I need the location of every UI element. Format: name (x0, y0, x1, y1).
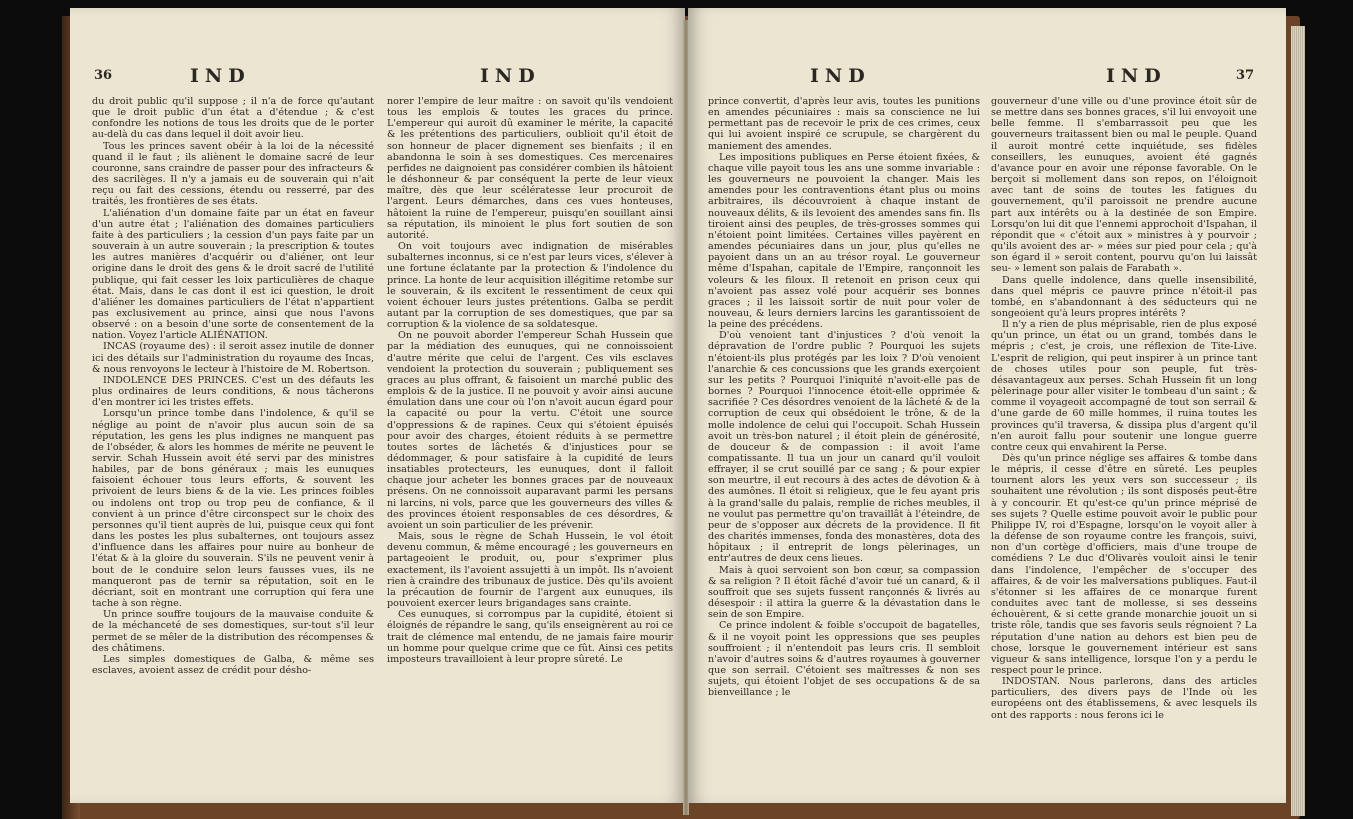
right-running-head-2: IND (1106, 65, 1167, 87)
paragraph: INDOLENCE DES PRINCES. C'est un des défauts les plus ordinaires de leurs conditions, & nous tâcherons d'en montrer ici les tristes effets. (92, 374, 374, 409)
paragraph: INDOSTAN. Nous parlerons, dans des articles particuliers, des divers pays de l'Inde où les européens ont des établissemens, & avec lesquels ils ont des rapports : nous ferons ici le (991, 676, 1257, 721)
paragraph: On ne pouvoit aborder l'empereur Schah Hussein que par la médiation des eunuques, qui ne connoissoient d'autre mérite que celui de l'argent. Ces vils esclaves vendoient la protection du souverain ; publiquement ses graces au plus offrant, & faisoient un marché public des emplois & de la justice. Il ne pouvoit y avoir ainsi aucune émulation dans une cour où l'on n'avoit aucun égard pour la capacité ou pour la vertu. C'étoit une source d'oppressions & de rapines. Ceux qui s'étoient épuisés pour avoir des charges, étoient réduits à se permettre toutes sortes de lâchetés & d'injustices pour se dédommager, & pour satisfaire à la cupidité de leurs insatiables protecteurs, les eunuques, dont il falloit chaque jour acheter les bonnes graces par de nouveaux présens. On ne connoissoit auparavant parmi les persans ni larcins, ni vols, parce que les gouverneurs des villes & des provinces étoient responsables de ces désordres, & avoient un soin particulier de les prévenir. (387, 330, 673, 531)
left-running-head-1: IND (190, 65, 251, 87)
paragraph: du droit public qu'il suppose ; il n'a de force qu'autant que le droit public d'un état a d'étendue ; & c'est confondre les notions de tous les droits que de le porter au-delà du cas dans lequel il doit avoir lieu. (92, 96, 374, 141)
paragraph: Dans quelle indolence, dans quelle insensibilité, dans quel mépris ce pauvre prince n'étoit-il pas tombé, en s'abandonnant à des séducteurs qui ne songeoient qu'à leurs propres intérêts ? (991, 274, 1257, 319)
paragraph: L'aliénation d'un domaine faite par un état en faveur d'un autre état ; l'aliénation des domaines particuliers faite à des particuliers ; la cession d'un pays faite par un souverain à un autre souverain ; la prescription & toutes les autres manières d'acquérir ou d'aliéner, ont leur origine dans le droit des gens & le droit sacré de l'utilité publique, qui fait cesser les loix particulières de chaque état. Mais, dans le cas dont il est ici question, le droit d'aliéner les domaines particuliers de l'état n'appartient pas exclusivement au prince, ainsi que nous l'avons observé : on a besoin d'une sorte de consentement de la nation. Voyez l'article ALIÉNATION. (92, 207, 374, 342)
paragraph: Les impositions publiques en Perse étoient fixées, & chaque ville payoit tous les ans une somme invariable : les gouverneurs ne pouvoient la changer. Mais les amendes pour les contraventions étant plus ou moins arbitraires, ils découvroient à chaque instant de nouveaux délits, & ils levoient des amendes sans fin. Ils tiroient ainsi des peuples, de très-grosses sommes qui n'étoient point limitées. Certaines villes payèrent en amendes pécuniaires dans un jour, plus qu'elles ne payoient dans un an au trésor royal. Le gouverneur même d'Ispahan, capitale de l'Empire, rançonnoit les voleurs & les filoux. Il retenoit en prison ceux qui n'avoient pas assez volé pour acquérir ses bonnes graces ; il les laissoit sortir de nuit pour voler de nouveau, & leurs derniers larcins les garantissoient de la peine des précédens. (708, 151, 980, 331)
right-page-column-2 (991, 96, 1257, 721)
right-page (688, 8, 1286, 803)
paragraph: Il n'y a rien de plus méprisable, rien de plus exposé qu'un prince, un état ou un grand, tombés dans le mépris ; c'est, je crois, une réflexion de Tite-Live. L'esprit de religion, qui peut inspirer à un prince tant de choses utiles pour son peuple, fut très-désavantageux aux perses. Schah Hussein fit un long pèlerinage pour aller visiter le tombeau d'un saint ; & comme il voyageoit accompagné de tout son serrail & d'une garde de 60 mille hommes, il ruina toutes les provinces qu'il traversa, & dissipa plus d'argent qu'il n'en auroit fallu pour soutenir une longue guerre contre ceux qui envahirent la Perse. (991, 319, 1257, 453)
paragraph: Mais à quoi servoient son bon cœur, sa compassion & sa religion ? Il étoit fâché d'avoir tué un canard, & il souffroit que ses sujets fussent rançonnés & livrés au désespoir : il attira la guerre & la dévastation dans le sein de son Empire. (708, 564, 980, 621)
paragraph: Mais, sous le règne de Schah Hussein, le vol étoit devenu commun, & même encouragé ; les gouverneurs en partageoient le produit, ou, pour s'exprimer plus exactement, ils l'avoient assujetti à un impôt. Ils n'avoient rien à craindre des tribunaux de justice. Dès qu'ils avoient la précaution de fournir de l'argent aux eunuques, ils pouvoient exercer leurs brigandages sans crainte. (387, 531, 673, 610)
paragraph: Ces eunuques, si corrompus par la cupidité, étoient si éloignés de répandre le sang, qu'ils enseignèrent au roi ce trait de clémence mal entendu, de ne jamais faire mourir un homme pour quelque crime que ce fût. Ainsi ces petits imposteurs travailloient à leur propre sûreté. Le (387, 609, 673, 665)
right-page-column-1 (708, 96, 980, 698)
left-page (70, 8, 685, 803)
paragraph: Tous les princes savent obéir à la loi de la nécessité quand il le faut ; ils aliènent le domaine sacré de leur couronne, sans craindre de passer pour des infracteurs & des sacrilèges. Il n'y a jamais eu de souverain qui n'ait reçu ou fait des cessions, étendu ou resserré, par des traités, les frontières de ses états. (92, 140, 374, 208)
paragraph: Un prince souffre toujours de la mauvaise conduite & de la méchanceté de ses domestiques, sur-tout s'il leur permet de se mêler de la distribution des récompenses & des châtimens. (92, 609, 374, 654)
paragraph: Lorsqu'un prince tombe dans l'indolence, & qu'il se néglige au point de n'avoir plus aucun soin de sa réputation, les gens les plus indignes ne manquent pas de l'obséder, & alors les hommes de mérite ne peuvent le servir. Schah Hussein avoit été servi par des ministres habiles, par de bons généraux ; mais les eunuques faisoient échouer tous leurs efforts, & souvent les privoient de leurs biens & de la vie. Les princes foibles ou indolens ont trop ou trop peu de confiance, & il convient à un prince d'être circonspect sur le choix des personnes qu'il tient auprès de lui, puisque ceux qui font dans les postes les plus subalternes, ont toujours assez d'influence dans les affaires pour nuire au bonheur de l'état & à la gloire du souverain. S'ils ne peuvent venir à bout de le conduire selon leurs fausses vues, ils ne manqueront pas de ternir sa réputation, soit en le décriant, soit en montrant une corruption qui fera une tache à son règne. (92, 408, 374, 610)
paragraph: gouverneur d'une ville ou d'une province étoit sûr de se mettre dans ses bonnes graces, s'il lui envoyoit une belle femme. Il s'embarrassoit peu que les gouverneurs traitassent bien ou mal le peuple. Quand il auroit montré cette inquiétude, ses fidèles conseillers, les eunuques, avoient été gagnés d'avance pour en avoir une réponse favorable. On le berçoit si mollement dans son repos, on l'éloignoit avec tant de soins de toutes les fatigues du gouvernement, qu'il paroissoit ne prendre aucune part aux intérêts ou à la destinée de son Empire. Lorsqu'on lui dit que l'ennemi approchoit d'Ispahan, il répondit que « c'étoit aux » ministres à y pourvoir ; qu'ils avoient des ar- » mées sur pied pour cela ; qu'à son égard il » seroit content, pourvu qu'on lui laissât seu- » lement son palais de Farabath ». (991, 96, 1257, 275)
paragraph: prince convertit, d'après leur avis, toutes les punitions en amendes pécuniaires : mais sa conscience ne lui permettant pas de recevoir le prix de ces crimes, ceux qui lui avoient inspiré ce scrupule, se chargèrent du maniement des amendes. (708, 96, 980, 152)
left-page-number: 36 (94, 68, 113, 83)
right-page-number: 37 (1236, 68, 1255, 83)
paragraph: Les simples domestiques de Galba, & même ses esclaves, avoient assez de crédit pour désho- (92, 653, 374, 676)
paragraph: norer l'empire de leur maître : on savoit qu'ils vendoient tous les emplois & toutes les graces du prince. L'empereur qui auroit dû examiner le mérite, la capacité & les prétentions des particuliers, oublioit qu'il étoit de son honneur de placer dignement ses bienfaits ; il en abandonna le soin à ses domestiques. Ces mercenaires perfides ne daignoient pas considérer combien ils hâtoient le déshonneur & par conséquent la perte de leur vieux maître, dès que leur scélératesse leur procuroit de l'argent. Leurs démarches, dans ces vues honteuses, hâtoient la ruine de l'empereur, puisqu'en souillant ainsi sa réputation, ils minoient le plus fort soutien de son autorité. (387, 96, 674, 241)
right-page-header (688, 65, 1286, 90)
left-running-head-2: IND (480, 65, 541, 87)
paragraph: D'où venoient tant d'injustices ? d'où venoit la dépravation de l'ordre public ? Pourquoi les sujets n'étoient-ils plus protégés par les loix ? D'où venoient l'anarchie & ces concussions que les grands exerçoient sur les petits ? Pourquoi l'iniquité n'avoit-elle pas de bornes ? Pourquoi l'innocence étoit-elle opprimée & sacrifiée ? Ces désordres venoient de la lâcheté & de la corruption de ceux qui obsédoient le trône, & de la molle indolence de celui qui l'occupoit. Schah Hussein avoit un très-bon naturel ; il étoit plein de générosité, de douceur & de compassion : il avoit l'ame compatissante. Il tua un jour un canard qu'il vouloit effrayer, il se crut souillé par ce sang ; & pour expier son meurtre, il eut recours à des actes de dévotion & à des aumônes. Il étoit si religieux, que le feu ayant pris à la grand'salle du palais, remplie de riches meubles, il ne voulut pas permettre qu'on travaillât à l'éteindre, de peur de s'opposer aux décrets de la providence. Il fit des charités immenses, fonda des monastères, dota des hôpitaux ; il entreprit de longs pèlerinages, un entr'autres de deux cens lieues. (708, 330, 980, 565)
paragraph: Dès qu'un prince néglige ses affaires & tombe dans le mépris, il cesse d'être en sûreté. Les peuples tournent alors les yeux vers son successeur ; ils souhaitent une révolution ; ils sont disposés peut-être à y concourir. Et qu'est-ce qu'un prince méprisé de ses sujets ? Quelle estime pouvoit avoir le public pour Philippe IV, roi d'Espagne, lorsqu'on le voyoit aller à la défense de son royaume contre les françois, suivi, non d'un cortège d'officiers, mais d'une troupe de comédiens ? Le duc d'Olivarès vouloit ainsi le tenir dans l'indolence, l'empêcher de s'occuper des affaires, & de voir les malversations publiques. Faut-il s'étonner si les affaires de ce monarque furent conduites avec tant de mollesse, si ses desseins échouèrent, & si cette grande monarchie jouoit un si triste rôle, tandis que ses favoris seuls régnoient ? La réputation d'une nation au dehors est bien peu de chose, lorsque le gouvernement intérieur est sans vigueur & sans intelligence, lorsque l'on y a perdu le respect pour le prince. (991, 453, 1257, 676)
paragraph: Ce prince indolent & foible s'occupoit de bagatelles, & il ne voyoit point les oppressions que ses peuples souffroient ; il n'entendoit pas leurs cris. Il sembloit n'avoir d'autres soins & d'autres royaumes à gouverner que son serrail. C'étoient ses maîtresses & non ses sujets, qui étoient l'objet de ses occupations & de sa bienveillance ; le (708, 620, 980, 699)
left-page-header (70, 65, 685, 90)
page-stack-edge (1291, 26, 1305, 816)
left-page-column-2 (387, 96, 673, 665)
paragraph: On voit toujours avec indignation de misérables subalternes inconnus, si ce n'est par leurs vices, s'élever à une fortune éclatante par la protection & l'indolence du prince. La honte de leur acquisition illégitime retombe sur le souverain, & ils excitent le ressentiment de ceux qui voient échouer leurs justes prétentions. Galba se perdit autant par la corruption de ses domestiques, que par sa corruption & la violence de sa soldatesque. (387, 241, 673, 331)
paragraph: INCAS (royaume des) : il seroit assez inutile de donner ici des détails sur l'administration du royaume des Incas, & nous renvoyons le lecteur à l'histoire de M. Robertson. (92, 341, 374, 375)
right-running-head-1: IND (810, 65, 871, 87)
left-page-column-1 (92, 96, 374, 676)
